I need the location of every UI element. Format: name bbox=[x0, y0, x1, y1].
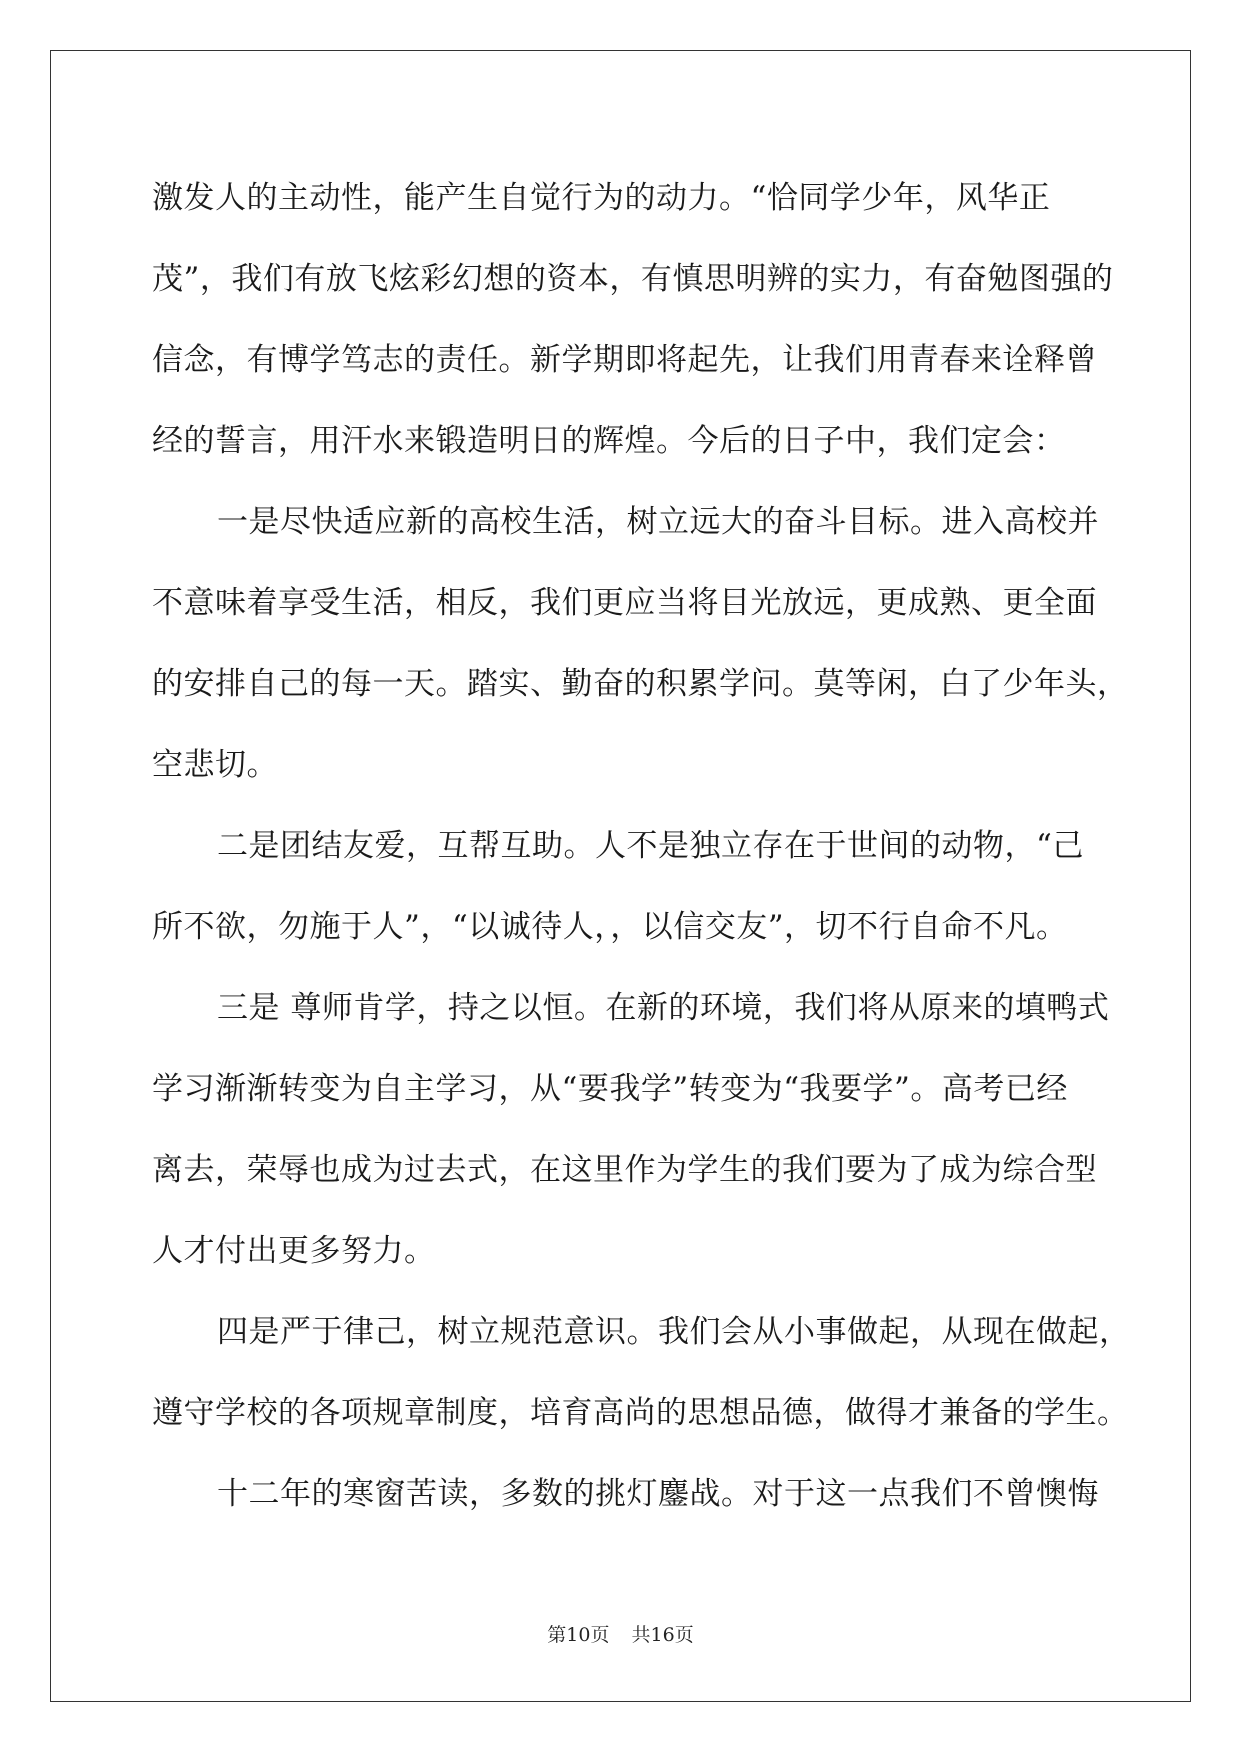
page-footer bbox=[0, 1623, 1241, 1647]
page-number-total: 共16页 bbox=[631, 1624, 694, 1646]
paragraph-start-line: 三是 尊师肯学，持之以恒。在新的环境，我们将从原来的填鸭式 bbox=[217, 990, 1110, 1026]
paragraph-start-line: 四是严于律己，树立规范意识。我们会从小事做起，从现在做起， bbox=[217, 1314, 1131, 1350]
page-number-current: 第10页 bbox=[547, 1624, 610, 1646]
text-line: 空悲切。 bbox=[152, 747, 278, 783]
paragraph-start-line: 一是尽快适应新的高校生活，树立远大的奋斗目标。进入高校并 bbox=[217, 504, 1099, 540]
text-line: 不意味着享受生活，相反，我们更应当将目光放远，更成熟、更全面 bbox=[152, 585, 1097, 621]
paragraph-start-line: 十二年的寒窗苦读，多数的挑灯鏖战。对于这一点我们不曾懊悔 bbox=[217, 1476, 1099, 1512]
text-line: 学习渐渐转变为自主学习，从“要我学”转变为“我要学”。高考已经 bbox=[152, 1071, 1068, 1107]
text-line: 所不欲，勿施于人”，“以诚待人，，以信交友”，切不行自命不凡。 bbox=[152, 909, 1068, 945]
document-body bbox=[152, 158, 1131, 1535]
text-line: 的安排自己的每一天。踏实、勤奋的积累学问。莫等闲，白了少年头， bbox=[152, 666, 1129, 702]
text-line: 信念，有博学笃志的责任。新学期即将起先，让我们用青春来诠释曾 bbox=[152, 342, 1097, 378]
text-line: 激发人的主动性，能产生自觉行为的动力。“恰同学少年，风华正 bbox=[152, 180, 1051, 216]
text-line: 遵守学校的各项规章制度，培育高尚的思想品德，做得才兼备的学生。 bbox=[152, 1395, 1129, 1431]
text-line: 离去，荣辱也成为过去式，在这里作为学生的我们要为了成为综合型 bbox=[152, 1152, 1097, 1188]
text-line: 人才付出更多努力。 bbox=[152, 1233, 436, 1269]
text-line: 经的誓言，用汗水来锻造明日的辉煌。今后的日子中，我们定会： bbox=[152, 423, 1066, 459]
paragraph-start-line: 二是团结友爱，互帮互助。人不是独立存在于世间的动物，“己 bbox=[217, 828, 1084, 864]
text-line: 茂”，我们有放飞炫彩幻想的资本，有慎思明辨的实力，有奋勉图强的 bbox=[152, 261, 1114, 297]
